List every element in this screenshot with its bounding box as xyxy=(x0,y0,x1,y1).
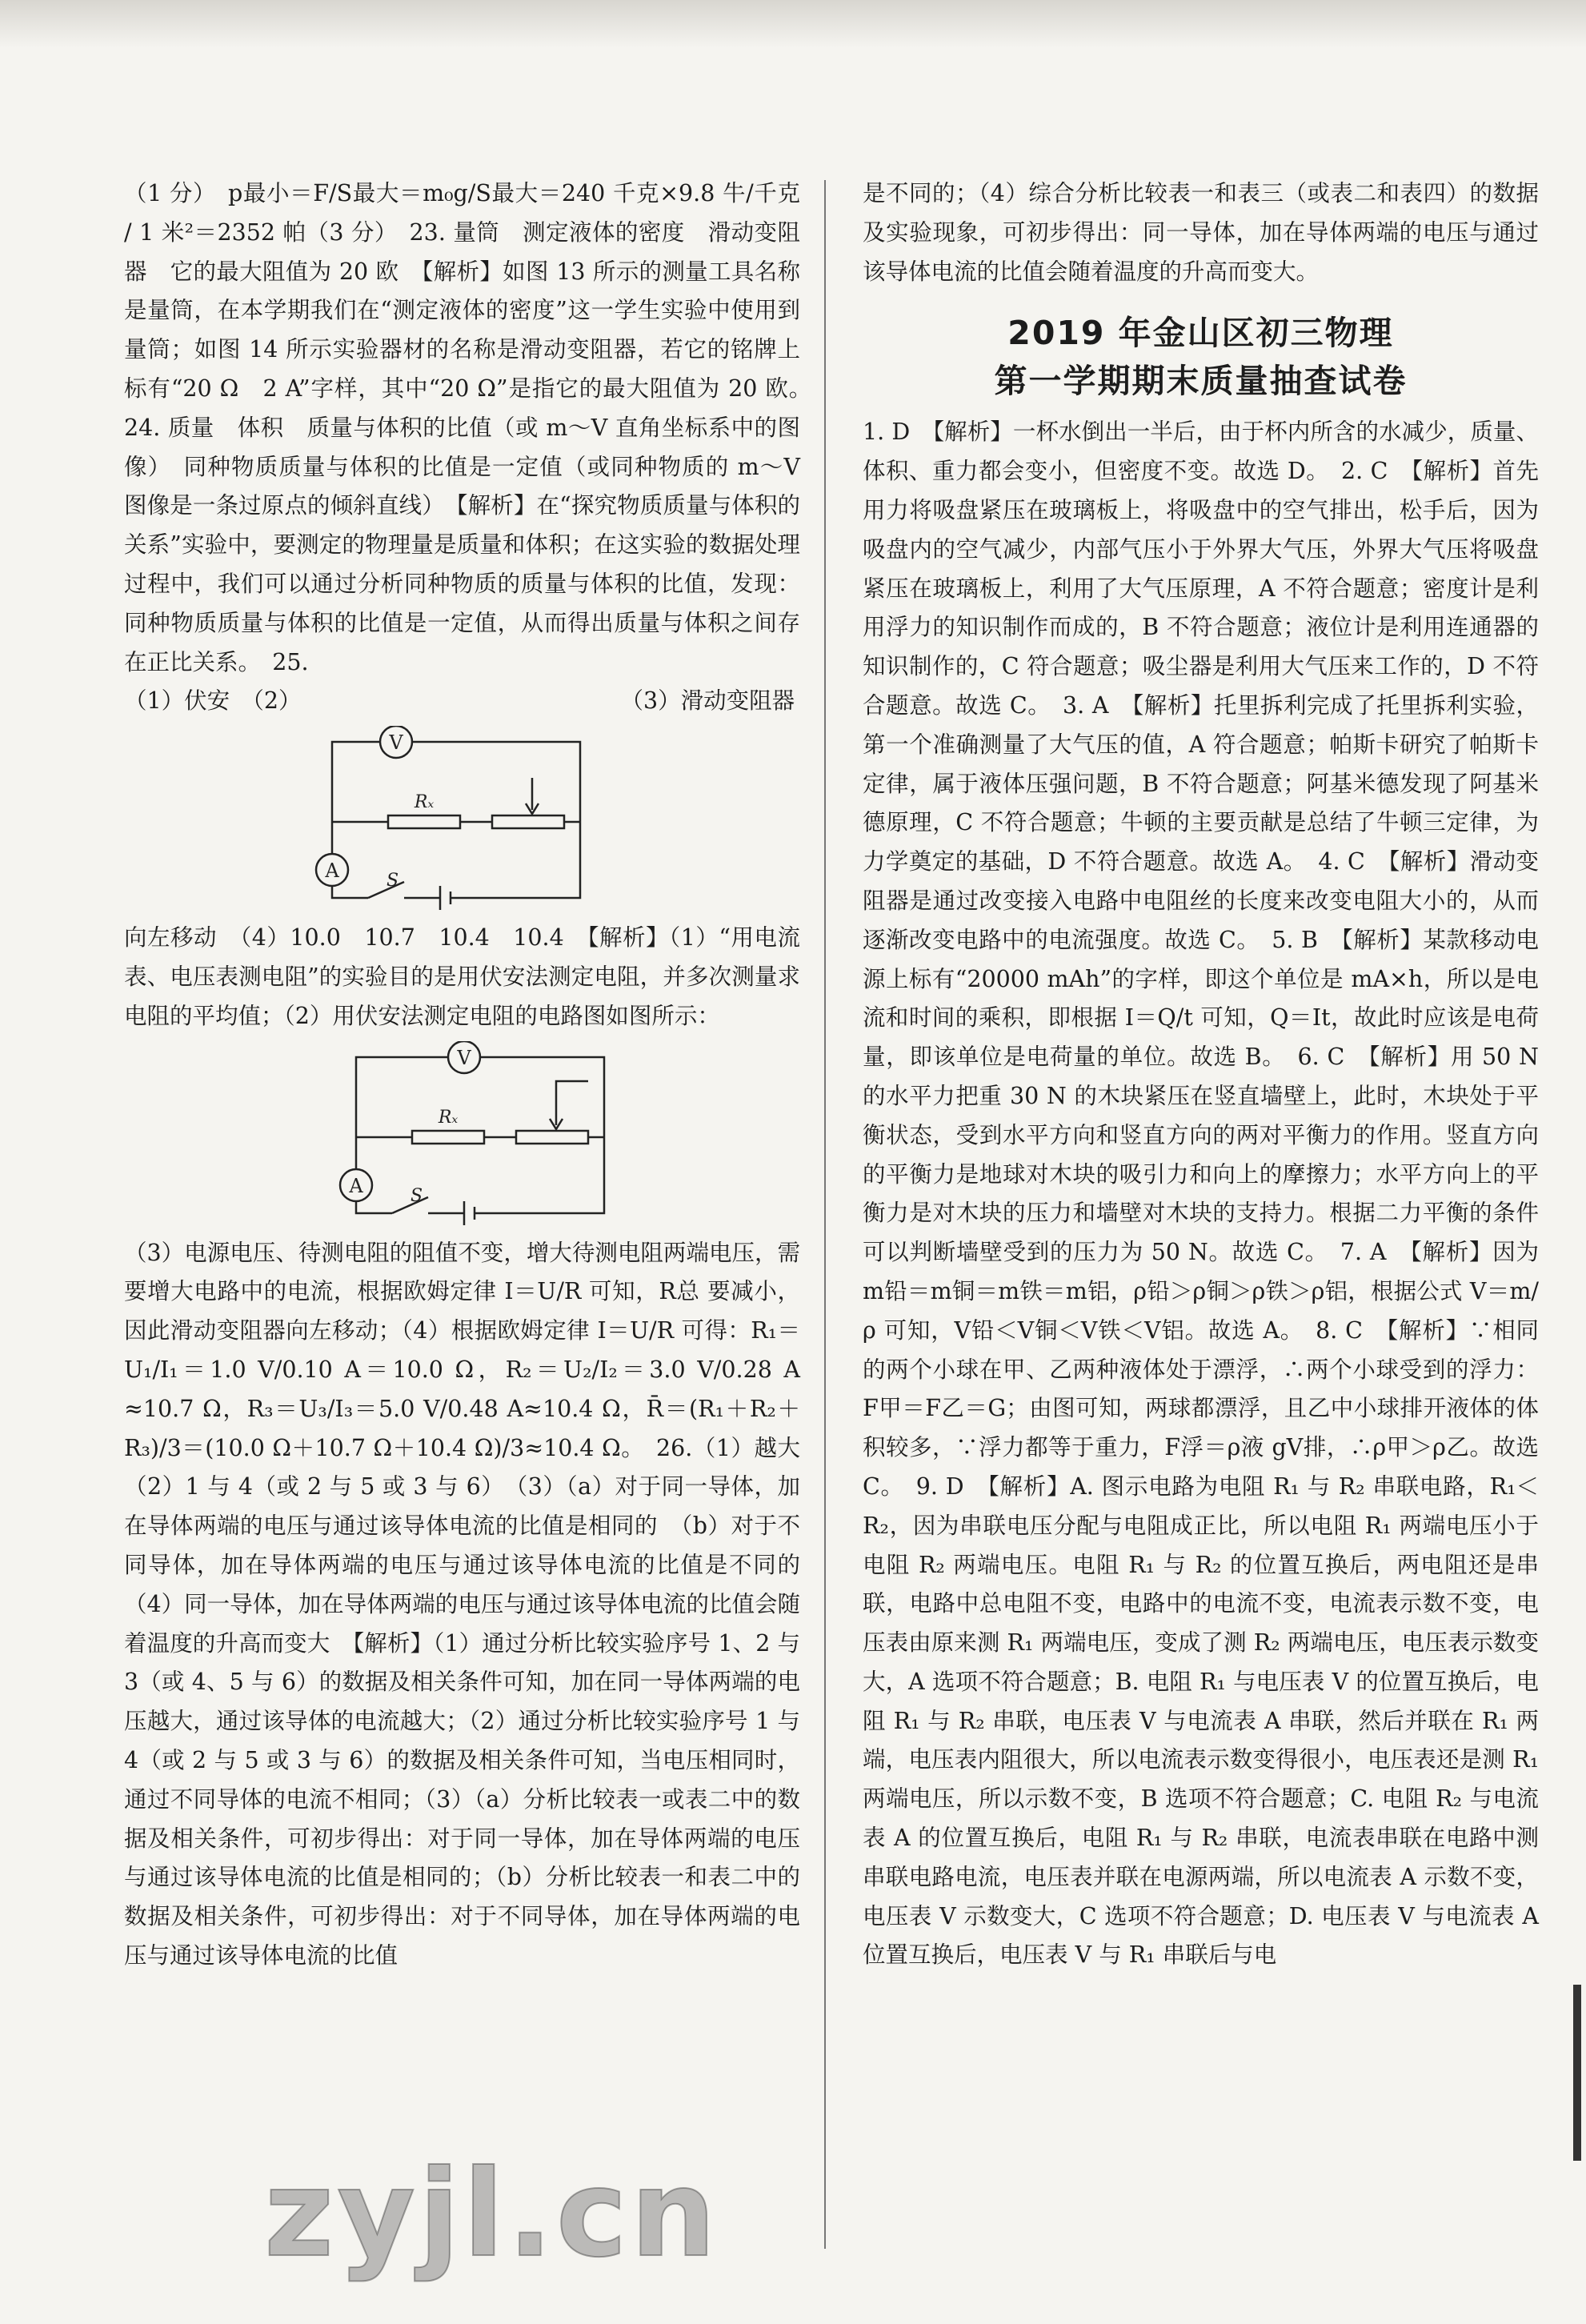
scan-shadow xyxy=(0,0,1586,48)
watermark: zyjl.cn xyxy=(264,2145,719,2284)
ammeter-label: A xyxy=(325,859,339,883)
ammeter-label: A xyxy=(349,1174,363,1197)
answer-text-25-26: （3）电源电压、待测电阻的阻值不变，增大待测电阻两端电压，需要增大电路中的电流，根据欧姆定律 I＝U/R 可知，R总 要减小，因此滑动变阻器向左移动；（4）根据欧姆定律 I＝U/R 可得：R₁＝U₁/I₁＝1.0 V/0.10 A＝10.0 Ω，R₂＝U₂/I₂＝3.0 V/0.28 A ≈10.7 Ω，R₃＝U₃/I₃＝5.0 V/0.48 A≈10.4 Ω，R̄＝(R₁＋R₂＋R₃)/3＝(10.0 Ω＋10.7 Ω＋10.4 Ω)/3≈10.4 Ω。 26.（1）越大 （2）1 与 4（或 2 与 5 或 3 与 6） （3）（a）对于同一导体，加在导体两端的电压与通过该导体电流的比值是相同的 （b）对于不同导体，加在导体两端的电压与通过该导体电流的比值是不同的 （4）同一导体，加在导体两端的电压与通过该导体电流的比值会随着温度的升高而变大 【解析】（1）通过分析比较实验序号 1、2 与 3（或 4、5 与 6）的数据及相关条件可知，加在同一导体两端的电压越大，通过该导体的电流越大；（2）通过分析比较实验序号 1 与 4（或 2 与 5 或 3 与 6）的数据及相关条件可知，当电压相同时，通过不同导体的电流不相同；（3）（a）分析比较表一或表二中的数据及相关条件，可初步得出：对于同一导体，加在导体两端的电压与通过该导体电流的比值是相同的；（b）分析比较表一和表二中的数据及相关条件，可初步得出：对于不同导体，加在导体两端的电压与通过该导体电流的比值 xyxy=(124,1239,823,1969)
answer-26-continued: 是不同的；（4）综合分析比较表一和表三（或表二和表四）的数据及实验现象，可初步得出：同一导体，加在导体两端的电压与通过该导体电流的比值会随着温度的升高而变大。 xyxy=(863,180,1539,285)
voltmeter-label: V xyxy=(457,1046,471,1069)
left-column xyxy=(124,174,823,1976)
switch-label: S xyxy=(386,871,399,892)
exam-title-line-2: 第一学期期末质量抽查试卷 xyxy=(994,362,1408,401)
voltmeter-label: V xyxy=(389,731,403,755)
switch-label: S xyxy=(411,1185,423,1206)
circuit-diagram-1 xyxy=(292,726,628,914)
circuit-diagram-2 xyxy=(316,1041,652,1229)
right-column xyxy=(863,174,1539,1975)
scan-edge-mark xyxy=(1573,1985,1581,2161)
answer-25-part-3-4: 向左移动 （4）10.0 10.7 10.4 10.4 【解析】（1）“用电流表、电压表测电阻”的实验目的是用伏安法测定电阻，并多次测量求电阻的平均值；（2）用伏安法测定电阻的电路图如图所示： xyxy=(124,924,800,1029)
resistor-label: Rₓ xyxy=(438,1107,459,1128)
resistor-label: Rₓ xyxy=(414,792,435,813)
answer-text-1-9: 1. D 【解析】一杯水倒出一半后，由于杯内所含的水减少，质量、体积、重力都会变小，但密度不变。故选 D。 2. C 【解析】首先用力将吸盘紧压在玻璃板上，将吸盘中的空气排出，松手后，因为吸盘内的空气减少，内部气压小于外界大气压，外界大气压将吸盘紧压在玻璃板上，利用了大气压原理，A 不符合题意；密度计是利用浮力的知识制作而成的，B 不符合题意；液位计是利用连通器的知识制作的，C 符合题意；吸尘器是利用大气压来工作的，D 不符合题意。故选 C。 3. A 【解析】托里拆利完成了托里拆利实验，第一个准确测量了大气压的值，A 符合题意；帕斯卡研究了帕斯卡定律，属于液体压强问题，B 不符合题意；阿基米德发现了阿基米德原理，C 不符合题意；牛顿的主要贡献是总结了牛顿三定律，为力学奠定的基础，D 不符合题意。故选 A。 4. C 【解析】滑动变阻器是通过改变接入电路中电阻丝的长度来改变电阻大小的，从而逐渐改变电路中的电流强度。故选 C。 5. B 【解析】某款移动电源上标有“20000 mAh”的字样，即这个单位是 mA×h，所以是电流和时间的乘积，即根据 I＝Q/t 可知，Q＝It，故此时应该是电荷量，即该单位是电荷量的单位。故选 B。 6. C 【解析】用 50 N 的水平力把重 30 N 的木块紧压在竖直墙壁上，此时，木块处于平衡状态，受到水平方向和竖直方向的两对平衡力的作用。竖直方向的平衡力是地球对木块的吸引力和向上的摩擦力；水平方向上的平衡力是对木块的压力和墙壁对木块的支持力。根据二力平衡的条件可以判断墙壁受到的压力为 50 N。故选 C。 7. A 【解析】因为 m铅＝m铜＝m铁＝m铝，ρ铅＞ρ铜＞ρ铁＞ρ铝，根据公式 V＝m/ρ 可知，V铅＜V铜＜V铁＜V铝。故选 A。 8. C 【解析】∵相同的两个小球在甲、乙两种液体处于漂浮，∴两个小球受到的浮力：F甲＝F乙＝G；由图可知，两球都漂浮，且乙中小球排开液体的体积较多，∵浮力都等于重力，F浮＝ρ液 gV排，∴ρ甲＞ρ乙。故选 C。 9. D 【解析】A. 图示电路为电阻 R₁ 与 R₂ 串联电路，R₁＜R₂，因为串联电压分配与电阻成正比，所以电阻 R₁ 两端电压小于电阻 R₂ 两端电压。电阻 R₁ 与 R₂ 的位置互换后，两电阻还是串联，电路中总电阻不变，电路中的电流不变，电流表示数不变，电压表由原来测 R₁ 两端电压，变成了测 R₂ 两端电压，电压表示数变大，A 选项不符合题意；B. 电阻 R₁ 与电压表 V 的位置互换后，电阻 R₁ 与 R₂ 串联，电压表 V 与电流表 A 串联，然后并联在 R₁ 两端，电压表内阻很大，所以电流表示数变得很小，电压表还是测 R₁ 两端电压，所以示数不变，B 选项不符合题意；C. 电阻 R₂ 与电流表 A 的位置互换后，电阻 R₁ 与 R₂ 串联，电流表串联在电路中测串联电路电流，电压表并联在电源两端，所以电流表 A 示数不变，电压表 V 示数变大，C 选项不符合题意；D. 电压表 V 与电流表 A 位置互换后，电压表 V 与 R₁ 串联后与电 xyxy=(863,419,1539,1969)
exam-title xyxy=(863,309,1539,405)
exam-title-line-1: 2019 年金山区初三物理 xyxy=(1007,314,1394,353)
answer-25-part-1-2: （1）伏安 （2） （3）滑动变阻器 xyxy=(124,687,795,715)
column-divider xyxy=(824,180,826,2249)
answer-text-23-25: （1 分） p最小＝F/S最大＝m₀g/S最大＝240 千克×9.8 牛/千克 / 1 米²＝2352 帕（3 分） 23. 量筒 测定液体的密度 滑动变阻器 它的最大阻值为 20 欧 【解析】如图 13 所示的测量工具名称是量筒，在本学期我们在“测定液体的密度”这一学生实验中使用到量筒；如图 14 所示实验器材的名称是滑动变阻器，若它的铭牌上标有“20 Ω 2 A”字样，其中“20 Ω”是指它的最大阻值为 20 欧。 24. 质量 体积 质量与体积的比值（或 m～V 直角坐标系中的图像） 同种物质质量与体积的比值是一定值（或同种物质的 m～V 图像是一条过原点的倾斜直线） 【解析】在“探究物质质量与体积的关系”实验中，要测定的物理量是质量和体积；在这实验的数据处理过程中，我们可以通过分析同种物质的质量与体积的比值，发现：同种物质质量与体积的比值是一定值，从而得出质量与体积之间存在正比关系。 25. xyxy=(124,180,823,675)
